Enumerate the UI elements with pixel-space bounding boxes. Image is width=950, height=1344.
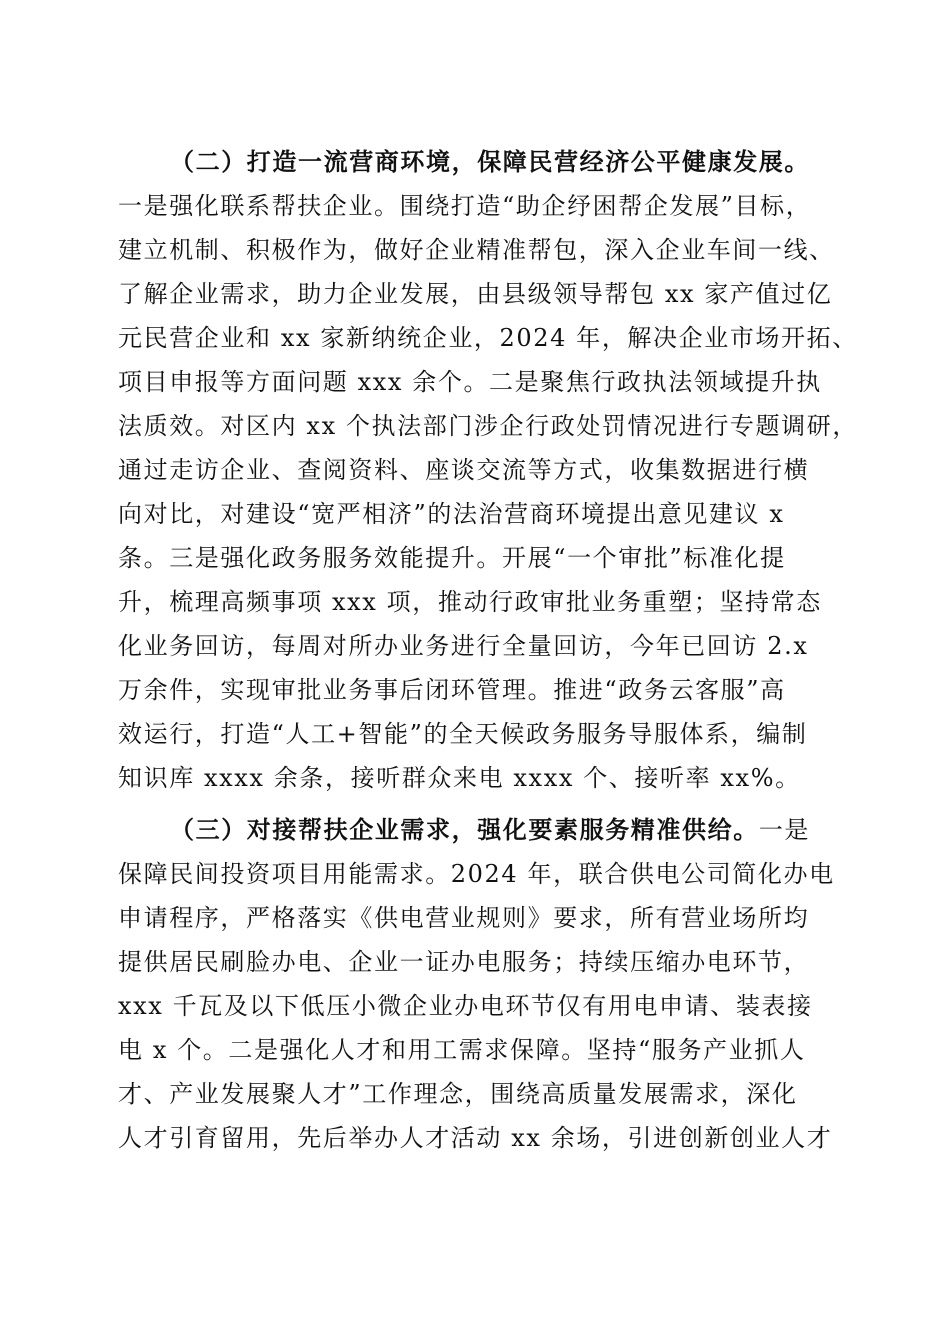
text-line: 了解企业需求，助力企业发展，由县级领导帮包 xx 家产值过亿 — [118, 280, 833, 308]
text-line: 向对比，对建设“宽严相济”的法治营商环境提出意见建议 x — [118, 500, 785, 528]
paragraph-gap — [118, 800, 838, 808]
text-line: 人才引育留用，先后举办人才活动 xx 余场，引进创新创业人才 — [118, 1124, 833, 1152]
section-heading-3: （三）对接帮扶企业需求，强化要素服务精准供给。 — [170, 815, 759, 844]
text-line: 条。三是强化政务服务效能提升。开展“一个审批”标准化提 — [118, 544, 786, 572]
text-line: 效运行，打造“人工+智能”的全天候政务服务导服体系，编制 — [118, 720, 808, 748]
text-line: 电 x 个。二是强化人才和用工需求保障。坚持“服务产业抓人 — [118, 1036, 806, 1064]
text-line: 化业务回访，每周对所办业务进行全量回访，今年已回访 2.x — [118, 632, 809, 660]
text-line: 万余件，实现审批业务事后闭环管理。推进“政务云客服”高 — [118, 676, 786, 704]
text-line: 知识库 xxxx 余条，接听群众来电 xxxx 个、接听率 xx%。 — [118, 764, 801, 792]
text-line: 项目申报等方面问题 xxx 余个。二是聚焦行政执法领域提升执 — [118, 368, 822, 396]
document-page — [118, 140, 858, 1160]
text-line: 保障民间投资项目用能需求。2024 年，联合供电公司简化办电 — [118, 860, 835, 888]
heading-tail-text: 一是 — [758, 816, 811, 844]
text-line: 一是强化联系帮扶企业。围绕打造“助企纾困帮企发展”目标， — [118, 192, 812, 220]
text-line: 提供居民刷脸办电、企业一证办电服务；持续压缩办电环节， — [118, 948, 810, 976]
text-line: 建立机制、积极作为，做好企业精准帮包，深入企业车间一线、 — [118, 236, 835, 264]
text-line: xxx 千瓦及以下低压小微企业办电环节仅有用电申请、装表接 — [118, 992, 813, 1020]
section-heading-2: （二）打造一流营商环境，保障民营经济公平健康发展。 — [170, 147, 810, 176]
text-line: 通过走访企业、查阅资料、座谈交流等方式，收集数据进行横 — [118, 456, 810, 484]
text-line: 元民营企业和 xx 家新纳统企业，2024 年，解决企业市场开拓、 — [118, 324, 858, 352]
text-line: 申请程序，严格落实《供电营业规则》要求，所有营业场所均 — [118, 904, 810, 932]
text-line: 升，梳理高频事项 xxx 项，推动行政审批业务重塑；坚持常态 — [118, 588, 822, 616]
text-line: 法质效。对区内 xx 个执法部门涉企行政处罚情况进行专题调研， — [118, 412, 858, 440]
text-line: 才、产业发展聚人才”工作理念，围绕高质量发展需求，深化 — [118, 1080, 798, 1108]
section-heading-3-line — [118, 808, 838, 852]
